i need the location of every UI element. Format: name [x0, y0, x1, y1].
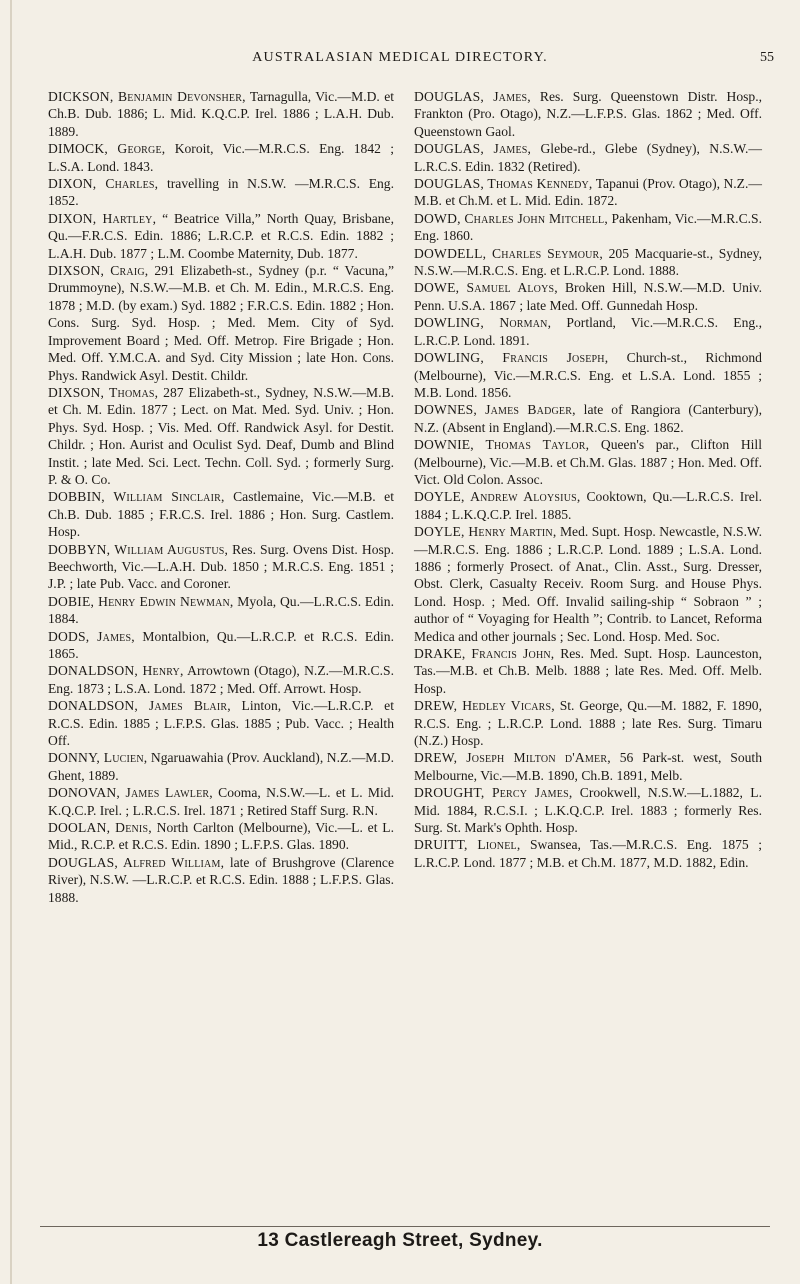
entry-details: Portland, Vic.—M.R.C.S. Eng., L.R.C.P. Lond. 1891. [414, 315, 762, 348]
directory-entry [48, 784, 394, 819]
footer-address: 13 Castlereagh Street, Sydney. [257, 1230, 543, 1251]
directory-entry [414, 401, 762, 436]
directory-entry [414, 175, 762, 210]
entry-details: Castlemaine, Vic.—M.B. et Ch.B. Dub. 1885 ; F.R.C.S. Irel. 1886 ; Hon. Surg. Castlem. Hosp. [48, 489, 394, 540]
entry-name: DIXSON, Craig, [48, 263, 149, 279]
entry-details: Montalbion, Qu.—L.R.C.P. et R.C.S. Edin. 1865. [48, 628, 394, 661]
directory-entry [48, 749, 394, 784]
entry-details: Tapanui (Prov. Otago), N.Z.—M.B. et Ch.M. et L. Mid. Edin. 1872. [414, 176, 762, 209]
entry-name: DOWDELL, Charles Seymour, [414, 245, 604, 261]
entry-details: Res. Med. Supt. Hosp. Launceston, Tas.—M.B. et Ch.B. Melb. 1888 ; late Res. Med. Off. Melb. Hosp. [414, 646, 762, 696]
directory-entry [48, 175, 394, 210]
directory-entry [48, 628, 394, 663]
entry-details: North Carlton (Melbourne), Vic.—L. et L. Mid., R.C.P. et R.C.S. Edin. 1890 ; L.F.P.S. Glas. 1890. [48, 820, 394, 853]
directory-entry [414, 749, 762, 784]
page-number: 55 [760, 50, 774, 65]
directory-entry [48, 210, 394, 262]
entry-details: Broken Hill, N.S.W.—M.D. Univ. Penn. U.S.A. 1867 ; late Med. Off. Gunnedah Hosp. [414, 280, 762, 313]
entry-name: DOYLE, Andrew Aloysius, [414, 489, 581, 505]
entry-details: Linton, Vic.—L.R.C.P. et R.C.S. Edin. 1885 ; L.F.P.S. Glas. 1885 ; Pub. Vacc. ; Health Off. [48, 698, 394, 749]
entry-name: DIXON, Hartley, [48, 210, 157, 226]
running-head [0, 48, 800, 72]
entry-details: Myola, Qu.—L.R.C.S. Edin. 1884. [48, 593, 394, 627]
entry-name: DOYLE, Henry Martin, [414, 524, 557, 540]
entry-name: DODS, James, [48, 628, 135, 644]
directory-entry [48, 488, 394, 540]
entry-name: DOBBIN, William Sinclair, [48, 489, 225, 505]
entry-name: DOWLING, Francis Joseph, [414, 350, 609, 366]
entry-name: DRUITT, Lionel, [414, 837, 521, 853]
entry-details: Cooktown, Qu.—L.R.C.S. Irel. 1884 ; L.K.Q.C.P. Irel. 1885. [414, 489, 762, 522]
entry-name: DONOVAN, James Lawler, [48, 785, 213, 801]
directory-entry [414, 645, 762, 697]
entry-details: Cooma, N.S.W.—L. et L. Mid. K.Q.C.P. Irel. ; L.R.C.S. Irel. 1871 ; Retired Staff Surg. R.N. [48, 785, 394, 818]
entry-name: DROUGHT, Percy James, [414, 785, 573, 801]
directory-entry [48, 662, 394, 697]
footer-rule [40, 1226, 770, 1227]
directory-entry [48, 854, 394, 906]
entry-details: 56 Park-st. west, South Melbourne, Vic.—M.B. 1890, Ch.B. 1891, Melb. [414, 750, 763, 783]
entry-name: DOWLING, Norman, [414, 315, 552, 331]
entry-name: DOWNES, James Badger, [414, 402, 576, 418]
directory-entry [414, 436, 762, 488]
entry-details: 287 Elizabeth-st., Sydney, N.S.W.—M.B. et Ch. M. Edin. 1877 ; Lect. on Mat. Med. Syd. Univ. ; Hon. Phys. Syd. Hosp. ; Vis. Med. Off. Randwick Asyl. for Destit. Childr. ; Hon. Aurist and Oculist Syd. Deaf, Dumb and Blind Instit. ; late Med. Sci. Lect. Techn. Coll. Syd. ; formerly Surg. P. & O. Co. [48, 384, 394, 487]
directory-entry [414, 784, 762, 836]
entry-details: Glebe-rd., Glebe (Sydney), N.S.W.—L.R.C.S. Edin. 1832 (Retired). [414, 141, 763, 174]
directory-entry [48, 697, 394, 749]
entry-name: DOUGLAS, Thomas Kennedy, [414, 176, 593, 192]
entry-name: DONALDSON, James Blair, [48, 698, 231, 714]
entry-details: 291 Elizabeth-st., Sydney (p.r. “ Vacuna,” Drummoyne), N.S.W.—M.B. et Ch. M. Edin., M.R.C.S. Eng. 1878 ; M.D. (by exam.) Syd. 1882 ; F.R.C.S. Edin. 1882 ; Hon. Cons. Surg. Syd. Hosp. ; Med. Mem. City of Syd. Improvement Board ; Med. Off. Metrop. Fire Brigade ; Hon. Med. Off. Y.M.C.A. and Syd. City Mission ; late Hon. Cons. Phys. Randwick Asyl. Destit. Childr. [48, 263, 394, 383]
entry-name: DICKSON, Benjamin Devonsher, [48, 89, 246, 104]
entry-details: late of Brushgrove (Clarence River), N.S.W. —L.R.C.P. et R.C.S. Edin. 1888 ; L.F.P.S. Glas. 1888. [48, 854, 394, 905]
directory-entry [414, 279, 762, 314]
entry-name: DONNY, Lucien, [48, 750, 148, 766]
entry-details: Med. Supt. Hosp. Newcastle, N.S.W.—M.R.C.S. Eng. 1886 ; L.R.C.P. Lond. 1889 ; L.S.A. Lond. 1886 ; formerly Prosect. of Anat., Clin. Asst., Surg. Dresser, Obst. Clerk, Casualty Receiv. Room Surg. and House Phys. Lond. Hosp. ; Med. Off. Invalid sailing-ship “ Sobraon ” ; author of “ Voyaging for Health ”; Contrib. to Lancet, Reforma Medica and other journals ; Sec. Lond. Hosp. Med. Soc. [414, 524, 762, 644]
directory-entry [48, 593, 394, 628]
directory-entry [48, 541, 394, 593]
entry-details: travelling in N.S.W. —M.R.C.S. Eng. 1852. [48, 176, 394, 209]
directory-entry [48, 262, 394, 384]
entry-details: Church-st., Richmond (Melbourne), Vic.—M.R.C.S. Eng. et L.S.A. Lond. 1855 ; M.B. Lond. 1856. [414, 350, 762, 400]
right-column [414, 88, 762, 871]
directory-entry [414, 210, 762, 245]
entry-name: DIXON, Charles, [48, 176, 159, 192]
entry-details: Queen's par., Clifton Hill (Melbourne), Vic.—M.B. et Ch.M. Glas. 1887 ; Hon. Med. Off. Vict. Old Colon. Assoc. [414, 437, 762, 487]
running-title: AUSTRALASIAN MEDICAL DIRECTORY. [252, 50, 548, 65]
entry-name: DOWNIE, Thomas Taylor, [414, 437, 590, 453]
entry-details: Crookwell, N.S.W.—L.1882, L. Mid. 1884, R.C.S.I. ; L.K.Q.C.P. Irel. 1883 ; formerly Res. Surg. St. Mark's Ophth. Hosp. [414, 785, 762, 836]
entry-name: DOUGLAS, James, [414, 141, 532, 157]
left-column [48, 88, 394, 906]
entry-details: Koroit, Vic.—M.R.C.S. Eng. 1842 ; L.S.A. Lond. 1843. [48, 141, 394, 174]
entry-name: DREW, Hedley Vicars, [414, 698, 555, 714]
entry-name: DREW, Joseph Milton d'Amer, [414, 750, 611, 766]
directory-entry [414, 523, 762, 645]
entry-name: DOWD, Charles John Mitchell, [414, 210, 608, 226]
entry-details: Arrowtown (Otago), N.Z.—M.R.C.S. Eng. 1873 ; L.S.A. Lond. 1872 ; Med. Off. Arrowt. Hosp. [48, 663, 394, 696]
page-binding-edge [10, 0, 12, 1284]
entry-details: Swansea, Tas.—M.R.C.S. Eng. 1875 ; L.R.C.P. Lond. 1877 ; M.B. et Ch.M. 1877, M.D. 1882, Edin. [414, 837, 762, 870]
entry-details: “ Beatrice Villa,” North Quay, Brisbane, Qu.—F.R.C.S. Edin. 1886; L.R.C.P. et R.C.S. Edin. 1882 ; L.A.H. Dub. 1877 ; L.M. Coombe Maternity, Dub. 1877. [48, 210, 394, 261]
directory-entry [414, 697, 762, 749]
directory-entry [414, 88, 762, 140]
entry-name: DOBIE, Henry Edwin Newman, [48, 593, 234, 609]
entry-details: Ngaruawahia (Prov. Auckland), N.Z.—M.D. Ghent, 1889. [48, 750, 394, 783]
directory-entry [414, 245, 762, 280]
entry-details: Tarnagulla, Vic.—M.D. et Ch.B. Dub. 1886; L. Mid. K.Q.C.P. Irel. 1886 ; L.A.H. Dub. 1889. [48, 89, 394, 139]
entry-name: DIXSON, Thomas, [48, 384, 159, 400]
entry-details: St. George, Qu.—M. 1882, F. 1890, R.C.S. Eng. ; L.R.C.P. Lond. 1888 ; late Res. Surg. Timaru (N.Z.) Hosp. [414, 698, 762, 749]
entry-name: DOUGLAS, Alfred William, [48, 854, 225, 870]
entry-details: Pakenham, Vic.—M.R.C.S. Eng. 1860. [414, 210, 762, 244]
entry-name: DIMOCK, George, [48, 141, 166, 157]
directory-entry [48, 819, 394, 854]
entry-name: DOWE, Samuel Aloys, [414, 280, 558, 296]
directory-entry [414, 140, 762, 175]
entry-name: DRAKE, Francis John, [414, 646, 555, 661]
directory-entry [414, 836, 762, 871]
directory-entry [48, 140, 394, 175]
entry-details: 205 Macquarie-st., Sydney, N.S.W.—M.R.C.S. Eng. et L.R.C.P. Lond. 1888. [414, 245, 762, 279]
entry-details: Res. Surg. Ovens Dist. Hosp. Beechworth, Vic.—L.A.H. Dub. 1850 ; M.R.C.S. Eng. 1851 ; J.P. ; late Pub. Vacc. and Coroner. [48, 541, 394, 592]
entry-name: DOOLAN, Denis, [48, 820, 152, 836]
entry-details: Res. Surg. Queenstown Distr. Hosp., Frankton (Pro. Otago), N.Z.—L.F.P.S. Glas. 1862 ; Med. Off. Queenstown Gaol. [414, 89, 763, 139]
directory-entry [414, 349, 762, 401]
directory-entry [48, 384, 394, 488]
directory-entry [48, 88, 394, 140]
entry-name: DOBBYN, William Augustus, [48, 541, 229, 557]
entry-details: late of Rangiora (Canterbury), N.Z. (Absent in England).—M.R.C.S. Eng. 1862. [414, 402, 762, 435]
directory-entry [414, 314, 762, 349]
entry-name: DONALDSON, Henry, [48, 663, 184, 679]
entry-name: DOUGLAS, James, [414, 89, 531, 104]
directory-entry [414, 488, 762, 523]
